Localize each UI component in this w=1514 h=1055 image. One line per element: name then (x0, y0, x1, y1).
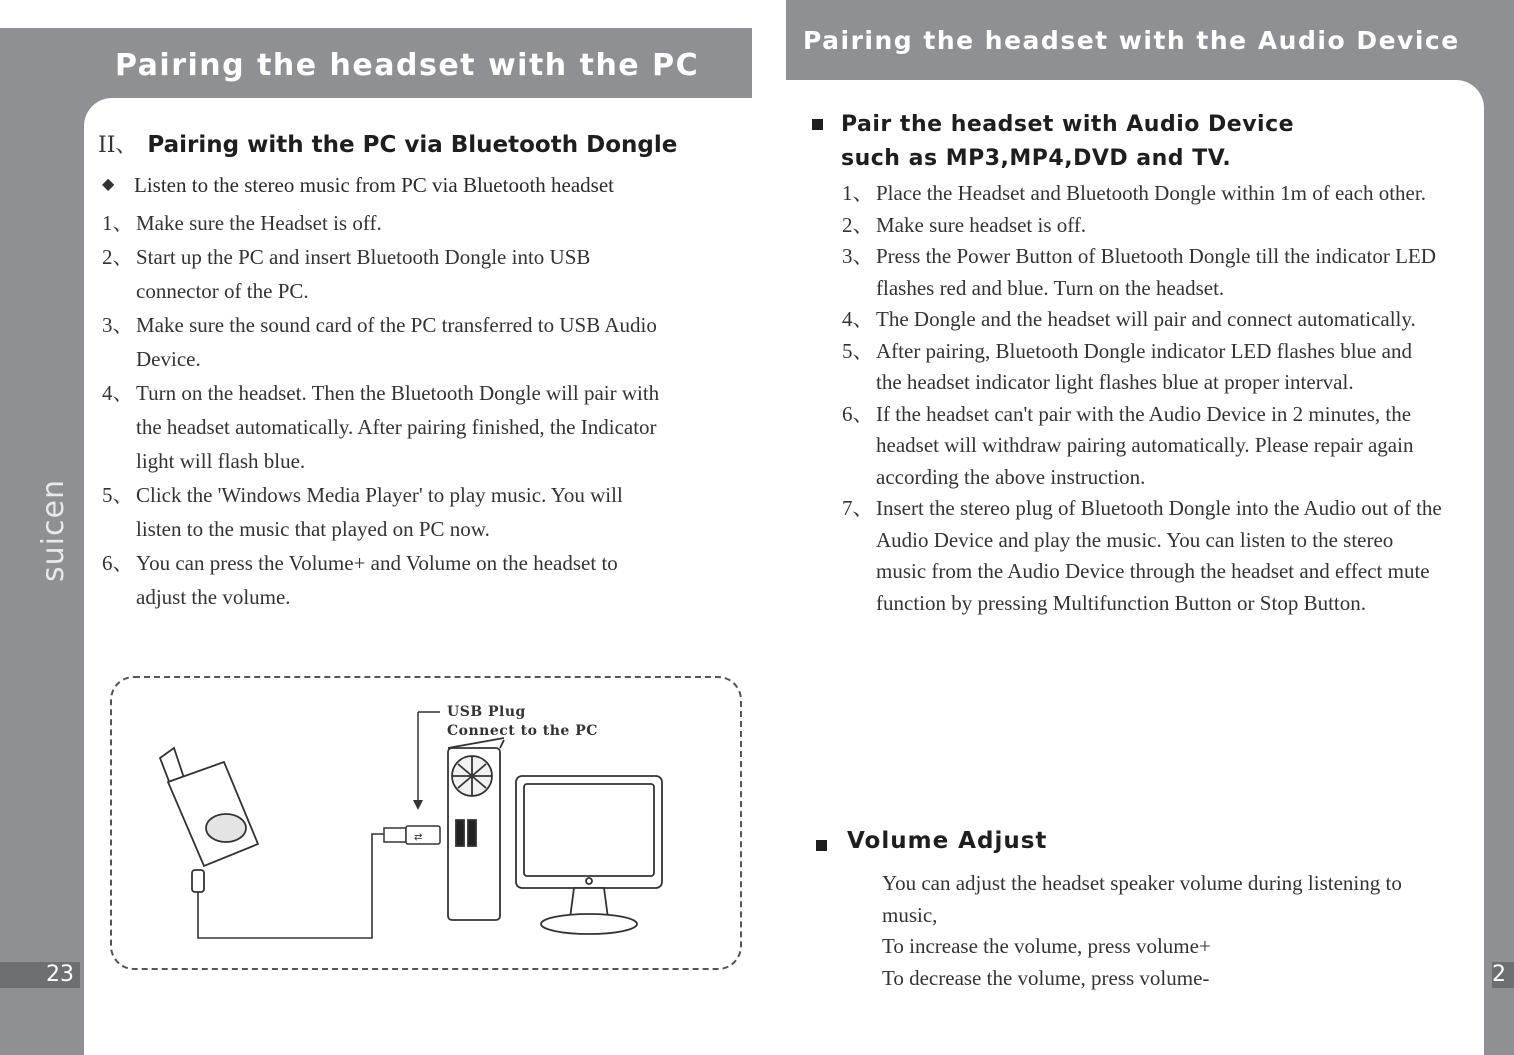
list-item (102, 240, 662, 308)
list-item (842, 336, 1442, 399)
right-page (786, 0, 1514, 1055)
left-page (0, 0, 752, 1055)
step-text: If the headset can't pair with the Audio Device in 2 minutes, the headset will withdraw pairing automatically. Please repair again according the above instruction. (876, 401, 1414, 489)
pc-tower-icon (448, 738, 504, 920)
step-text: Turn on the headset. Then the Bluetooth Dongle will pair with the headset automatically. After pairing finished, the Indicator light will flash blue. (136, 381, 660, 473)
step-number: 1、 (842, 181, 874, 205)
list-item (842, 178, 1442, 210)
brand-text: suicen (35, 478, 71, 582)
page-number: 2 (1492, 962, 1514, 988)
step-number: 4、 (102, 381, 134, 405)
left-step-list (102, 206, 662, 614)
usb-plug-label: USB Plug (447, 704, 526, 720)
list-item (102, 546, 662, 614)
right-page-header (786, 0, 1514, 80)
list-item (102, 206, 662, 240)
monitor-icon (516, 776, 662, 934)
step-number: 7、 (842, 496, 874, 520)
connect-to-pc-label: Connect to the PC (447, 723, 598, 739)
square-bullet-icon (812, 119, 823, 130)
list-item (102, 376, 662, 478)
left-header-title: Pairing the headset with the PC (115, 48, 700, 83)
section-title-line: such as MP3,MP4,DVD and TV. (841, 146, 1232, 171)
step-text: Place the Headset and Bluetooth Dongle within 1m of each other. (876, 181, 1426, 205)
section-title: Volume Adjust (847, 828, 1048, 854)
step-text: Insert the stereo plug of Bluetooth Dongle into the Audio out of the Audio Device and play the music. You can listen to the stereo music from the Audio Device through the headset and effect mute function by pressing Multifunction Button or Stop Button. (876, 496, 1442, 615)
section-title (841, 108, 1401, 176)
step-text: Start up the PC and insert Bluetooth Dongle into USB connector of the PC. (136, 245, 591, 303)
step-text: Make sure the sound card of the PC transferred to USB Audio Device. (136, 313, 657, 371)
step-text: After pairing, Bluetooth Dongle indicator LED flashes blue and the headset indicator light flashes blue at proper interval. (876, 338, 1412, 394)
step-number: 2、 (102, 245, 134, 269)
section-heading (98, 128, 677, 159)
list-item (842, 493, 1442, 619)
left-page-header (0, 28, 752, 98)
step-number: 5、 (102, 483, 134, 507)
headset-icon (160, 748, 258, 892)
volume-instructions (882, 868, 1442, 994)
step-number: 3、 (102, 313, 134, 337)
list-item (842, 399, 1442, 494)
bullet-item (102, 168, 742, 202)
connection-diagram (110, 676, 742, 970)
volume-text-line: To increase the volume, press volume+ (882, 934, 1211, 958)
diagram-drawing (112, 678, 740, 968)
step-text: Press the Power Button of Bluetooth Dongle till the indicator LED flashes red and blue. Turn on the headset. (876, 244, 1436, 300)
section-numeral: II、 (98, 133, 138, 158)
list-item (102, 478, 662, 546)
step-number: 3、 (842, 244, 874, 268)
list-item (842, 210, 1442, 242)
step-number: 6、 (102, 551, 134, 575)
right-content-panel (786, 80, 1484, 1055)
list-item (842, 304, 1442, 336)
step-text: The Dongle and the headset will pair and connect automatically. (876, 307, 1416, 331)
step-text: Make sure the Headset is off. (136, 211, 382, 235)
step-number: 5、 (842, 338, 874, 363)
step-number: 6、 (842, 401, 874, 426)
step-number: 2、 (842, 212, 874, 237)
square-bullet-icon (816, 840, 827, 851)
section-title-line: Pair the headset with Audio Device (841, 112, 1295, 137)
right-step-list (842, 178, 1442, 619)
step-text: Click the 'Windows Media Player' to play music. You will listen to the music that played on PC now. (136, 483, 623, 541)
step-text: You can press the Volume+ and Volume on the headset to adjust the volume. (136, 551, 618, 609)
section-title: Pairing with the PC via Bluetooth Dongle (147, 132, 678, 158)
pointer-arrow-icon (413, 712, 440, 810)
step-number: 1、 (102, 211, 134, 235)
volume-text-line: You can adjust the headset speaker volume during listening to music, (882, 871, 1402, 927)
volume-text-line: To decrease the volume, press volume- (882, 965, 1210, 990)
diamond-bullet-icon: ◆ (102, 176, 115, 193)
right-header-title: Pairing the headset with the Audio Device (803, 26, 1460, 55)
brand-logo (30, 470, 76, 590)
svg-text:⇄: ⇄ (414, 832, 423, 843)
page-number: 23 (0, 962, 80, 988)
list-item (102, 308, 662, 376)
list-item (842, 241, 1442, 304)
bullet-text: Listen to the stereo music from PC via Bluetooth headset (134, 173, 614, 197)
step-number: 4、 (842, 307, 874, 331)
step-text: Make sure headset is off. (876, 212, 1087, 237)
usb-dongle-icon (384, 826, 440, 844)
